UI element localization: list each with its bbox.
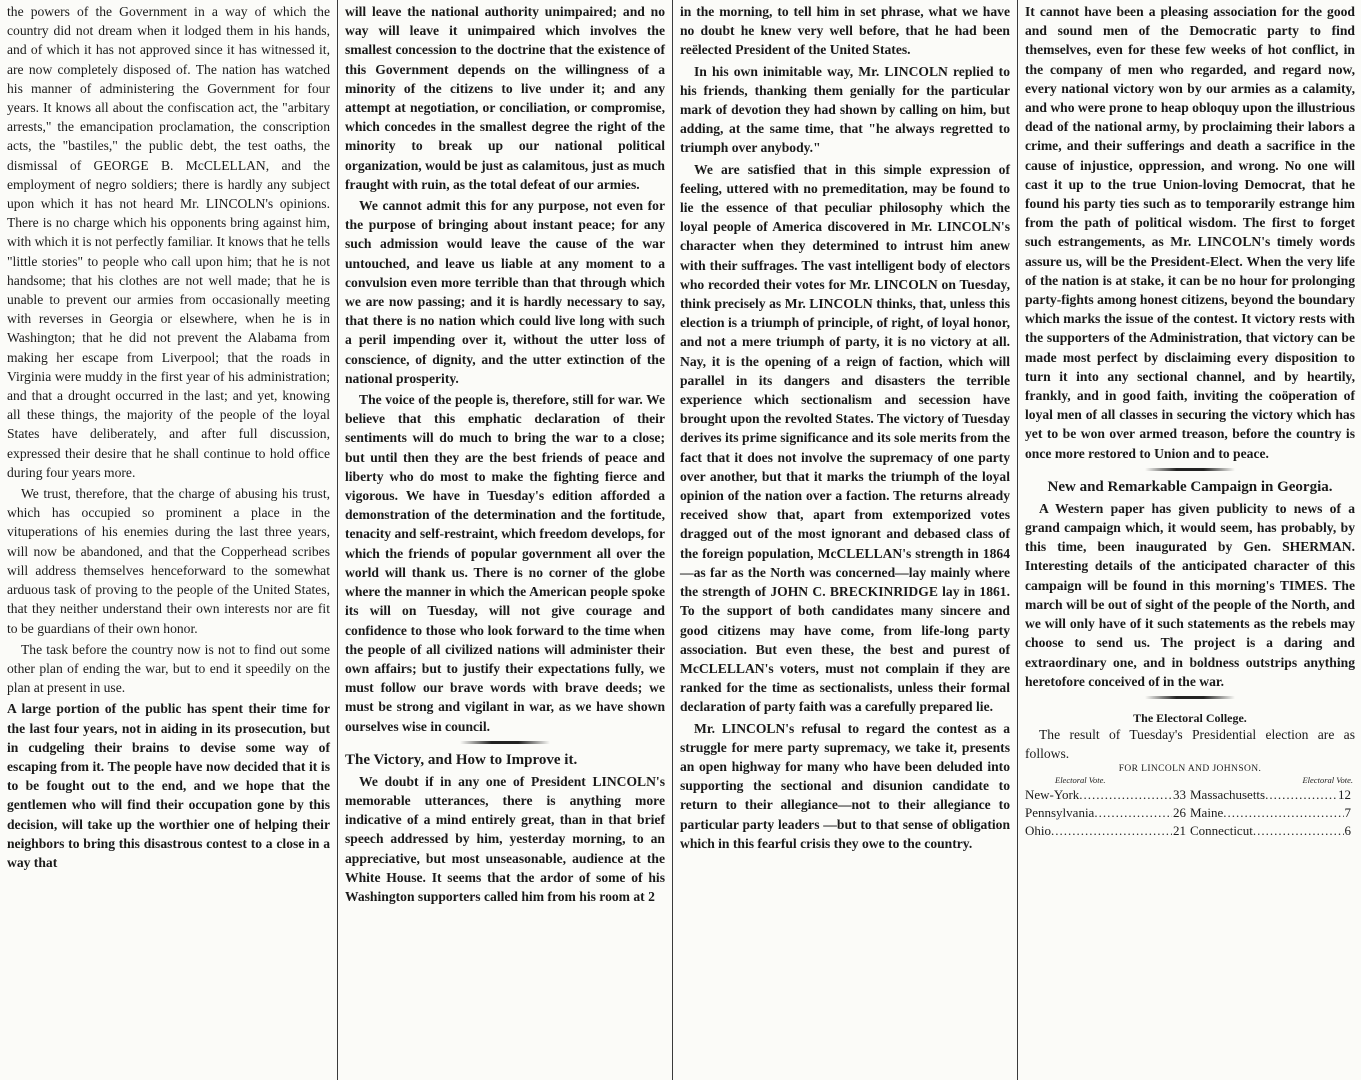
vote-state: Maine xyxy=(1190,805,1224,821)
article-headline: New and Remarkable Campaign in Georgia. xyxy=(1047,478,1333,495)
leader-dots xyxy=(1094,804,1172,822)
vote-count: 12 xyxy=(1338,787,1351,803)
article-paragraph: It cannot have been a pleasing association for the good and sound men of the Democratic party to find themselves, even for these few weeks of hot conflict, in the company of men who regarded, and regard now, every national victory won by our armies as a calamity, and who were prone to heap obloquy upon the illustrious dead of the national army, by proclaiming their labors a crime, and their sufferings and death a sacrifice in the cause of injustice, oppression, and wrong. No one will cast it up to the true Union-loving Democrat, that he found his party ties such as to temporarily estrange him from the path of political wisdom. The first to forget such estrangements, as Mr. LINCOLN's timely words assure us, will be the President-Elect. When the very life of the nation is at stake, it can be no hour for prolonging party-fights among honest citizens, beyond the boundary which marks the issue of the contest. It victory rests with the supporters of the Administration, that victory can be made most perfect by disclaiming every disposition to turn it into any sectional channel, and by heartily, frankly, and in good faith, inviting the coöperation of loyal men of all classes in securing the victory which has yet to be won over armed treason, before the country is once more restored to Union and to peace. xyxy=(1025,4,1355,461)
vote-row xyxy=(1025,822,1355,840)
article-paragraph: the powers of the Government in a way of which the country did not dream when it lodged them in his hands, and of which it has not approved since it has witnessed it, are now completely disposed of. The nation has watched his manner of administering the Government for four years. It knows all about the confiscation act, the "arbitary arrests," the emancipation proclamation, the conscription acts, the "bastiles," the public debt, the test oaths, the dismissal of GEORGE B. McCLELLAN, and the employment of negro soldiers; there is hardly any subject upon which it has not heard Mr. LINCOLN's opinions. There is no charge which his opponents bring against him, with which it is not perfectly familiar. It knows that he tells "little stories" to people who call upon him; that he is not handsome; that his clothes are not well made; that he is unable to prevent our armies from occasionally meeting with reverses in Georgia or elsewhere, when he is in Washington; that he did not prevent the Alabama from making her escape from Liverpool; that the roads in Virginia were muddy in the first year of his administration; and that a drought occurred in the last; and yet, knowing all these things, the majority of the people of the loyal States have deliberately, and after full discussion, expressed their desire that he shall continue to hold office during four years more. xyxy=(7,4,330,480)
vote-state: New-York xyxy=(1025,787,1080,803)
vote-state: Massachusetts xyxy=(1190,787,1266,803)
vote-count: 6 xyxy=(1344,823,1351,839)
section-divider xyxy=(1025,463,1355,477)
article-paragraph: Mr. LINCOLN's refusal to regard the contest as a struggle for mere party supremacy, we take it, presents an open highway for many who have been deluded into supporting the sectional and disunion candidate to return to their allegiance—not to their allegiance to particular party leaders —but to that sense of obligation which in this fearful crisis they owe to the country. xyxy=(680,720,1010,851)
article-paragraph: in the morning, to tell him in set phrase, what we have no doubt he knew very well before, that he had been reëlected President of the United States. xyxy=(680,4,1010,58)
vote-count: 21 xyxy=(1173,823,1186,839)
leader-dots xyxy=(1223,804,1343,822)
column-1 xyxy=(0,0,337,1080)
vote-state: Ohio xyxy=(1025,823,1051,839)
column-3 xyxy=(673,0,1017,1080)
column-2 xyxy=(338,0,672,1080)
vote-head-left: Electoral Vote. xyxy=(1055,775,1106,786)
column-4 xyxy=(1018,0,1361,1080)
article-paragraph: We cannot admit this for any purpose, not even for the purpose of bringing about instant peace; for any such admission would leave the cause of the war untouched, and leave us liable at any moment to a convulsion even more terrible than that through which we are now passing; and it is hardly necessary to say, that there is no nation which could live long with such a peril impending over it, without the utter loss of conscience, of dignity, and the utter extinction of the national prosperity. xyxy=(345,198,665,386)
vote-head-right: Electoral Vote. xyxy=(1302,775,1353,786)
electoral-title: The Electoral College. xyxy=(1133,710,1247,725)
electoral-intro: The result of Tuesday's Presidential election are as follows. xyxy=(1025,726,1355,762)
article-paragraph: We are satisfied that in this simple expression of feeling, uttered with no premeditation, may be found to lie the essence of that peculiar philosophy which the loyal people of America discovered in Mr. LINCOLN's character when they determined to intrust him anew with their suffrages. The vast intelligent body of electors who recorded their votes for Mr. LINCOLN on Tuesday, think precisely as Mr. LINCOLN thinks, that, unless this election is a triumph of principle, of right, of loyal honor, and not a mere triumph of party, it is no victory at all. Nay, it is the opening of a reign of faction, which will parallel in its dangers and disasters the terrible experience which sectionalism and secession have brought upon the revolted States. The victory of Tuesday derives its prime significance and its sole merits from the fact that it does not involve the supremacy of one party over another, but that it marks the triumph of the loyal opinion of the nation over a faction. The returns already received show that, apart from extemporized votes dragged out of the most ignorant and debased class of the foreign population, McCLELLAN's strength in 1864—as far as the North was concerned—lay mainly where the strength of JOHN C. BRECKINRIDGE lay in 1861. To the support of both candidates many sincere and good citizens may have come, from life-long party association. But even these, the best and purest of McCLELLAN's voters, must not complain if they are ranked for the time as sectionalists, unless their formal declaration of party faith was a carefully prepared lie. xyxy=(680,161,1010,715)
section-divider xyxy=(345,736,665,750)
leader-dots xyxy=(1079,786,1172,804)
article-paragraph: In his own inimitable way, Mr. LINCOLN replied to his friends, thanking them genially for the particular mark of devotion they had shown by calling on him, but adding, at the same time, that "he always regretted to triumph over anybody." xyxy=(680,63,1010,156)
article-paragraph: We trust, therefore, that the charge of abusing his trust, which has occupied so prominent a place in the vituperations of his enemies during the last three years, will now be abandoned, and that the Copperhead scribes will address themselves henceforward to the somewhat arduous task of proving to the people of the United States, that they neither understand their own interests nor are fit to be guardians of their own honor. xyxy=(7,486,330,636)
vote-count: 7 xyxy=(1344,805,1351,821)
article-paragraph: A Western paper has given publicity to news of a grand campaign which, it would seem, has probably, by this time, been inaugurated by Gen. SHERMAN. Interesting details of the anticipated character of this campaign will be found in this morning's TIMES. The march will be out of sight of the people of the North, and we will only have of it such statements as the rebels may choose to send us. The project is a daring and extraordinary one, and in boldness outstrips anything heretofore conceived of in the war. xyxy=(1025,500,1355,689)
article-paragraph: A large portion of the public has spent their time for the last four years, not in aiding in its prosecution, but in cudgeling their brains to devise some way of escaping from it. The people have now decided that it is to be fought out to the end, and we hope that the gentlemen who will find their occupation gone by this decision, will take up the worthier one of helping their neighbors to bring this disastrous contest to a close in a way that xyxy=(7,701,330,870)
article-paragraph: will leave the national authority unimpaired; and no way will leave it unimpaired which involves the smallest concession to the doctrine that the existence of this Government depends on the willingness of a minority of the citizens to live under it; and any attempt at negotiation, or conciliation, or compromise, which concedes in the smallest degree the right of the minority to break up our national political organization, would be just as calamitous, just as much fraught with ruin, as the total defeat of our armies. xyxy=(345,4,665,192)
leader-dots xyxy=(1265,786,1337,804)
leader-dots xyxy=(1253,822,1344,840)
section-divider xyxy=(1025,691,1355,705)
article-paragraph: The task before the country now is not to find out some other plan of ending the war, but to end it speedily on the plan at present in use. xyxy=(7,641,330,696)
article-headline: The Victory, and How to Improve it. xyxy=(345,751,578,768)
vote-state: Pennsylvania xyxy=(1025,805,1095,821)
electoral-subtitle: FOR LINCOLN AND JOHNSON. xyxy=(1118,764,1262,775)
article-paragraph: We doubt if in any one of President LINCOLN's memorable utterances, there is anything more indicative of a mind entirely great, than in that brief speech addressed by him, yesterday morning, to an appreciative, but most unseasonable, audience at the White House. It seems that the ardor of some of his Washington supporters called him from his room at 2 xyxy=(345,773,665,904)
vote-row xyxy=(1025,786,1355,804)
vote-count: 26 xyxy=(1173,805,1186,821)
vote-row xyxy=(1025,804,1355,822)
vote-count: 33 xyxy=(1173,787,1186,803)
vote-state: Connecticut xyxy=(1190,823,1253,839)
article-paragraph: The voice of the people is, therefore, still for war. We believe that this emphatic declaration of their sentiments will do much to bring the war to a close; but until then they are the best friends of peace and liberty who do most to make the fighting fierce and vigorous. We have in Tuesday's edition afforded a demonstration of the determination and the fortitude, tenacity and self-restraint, which freedom develops, for which the friends of popular government all over the world will thank us. There is no corner of the globe where the manner in which the American people spoke its will on Tuesday, will not give courage and confidence to those who look forward to the time when the people of all civilized nations will administer their own affairs; but to justify their expectations fully, we must follow our brave words with brave deeds; we must be strong and vigilant in war, as we have shown ourselves wise in council. xyxy=(345,392,665,734)
leader-dots xyxy=(1051,822,1172,840)
vote-column-headers xyxy=(1025,775,1355,786)
